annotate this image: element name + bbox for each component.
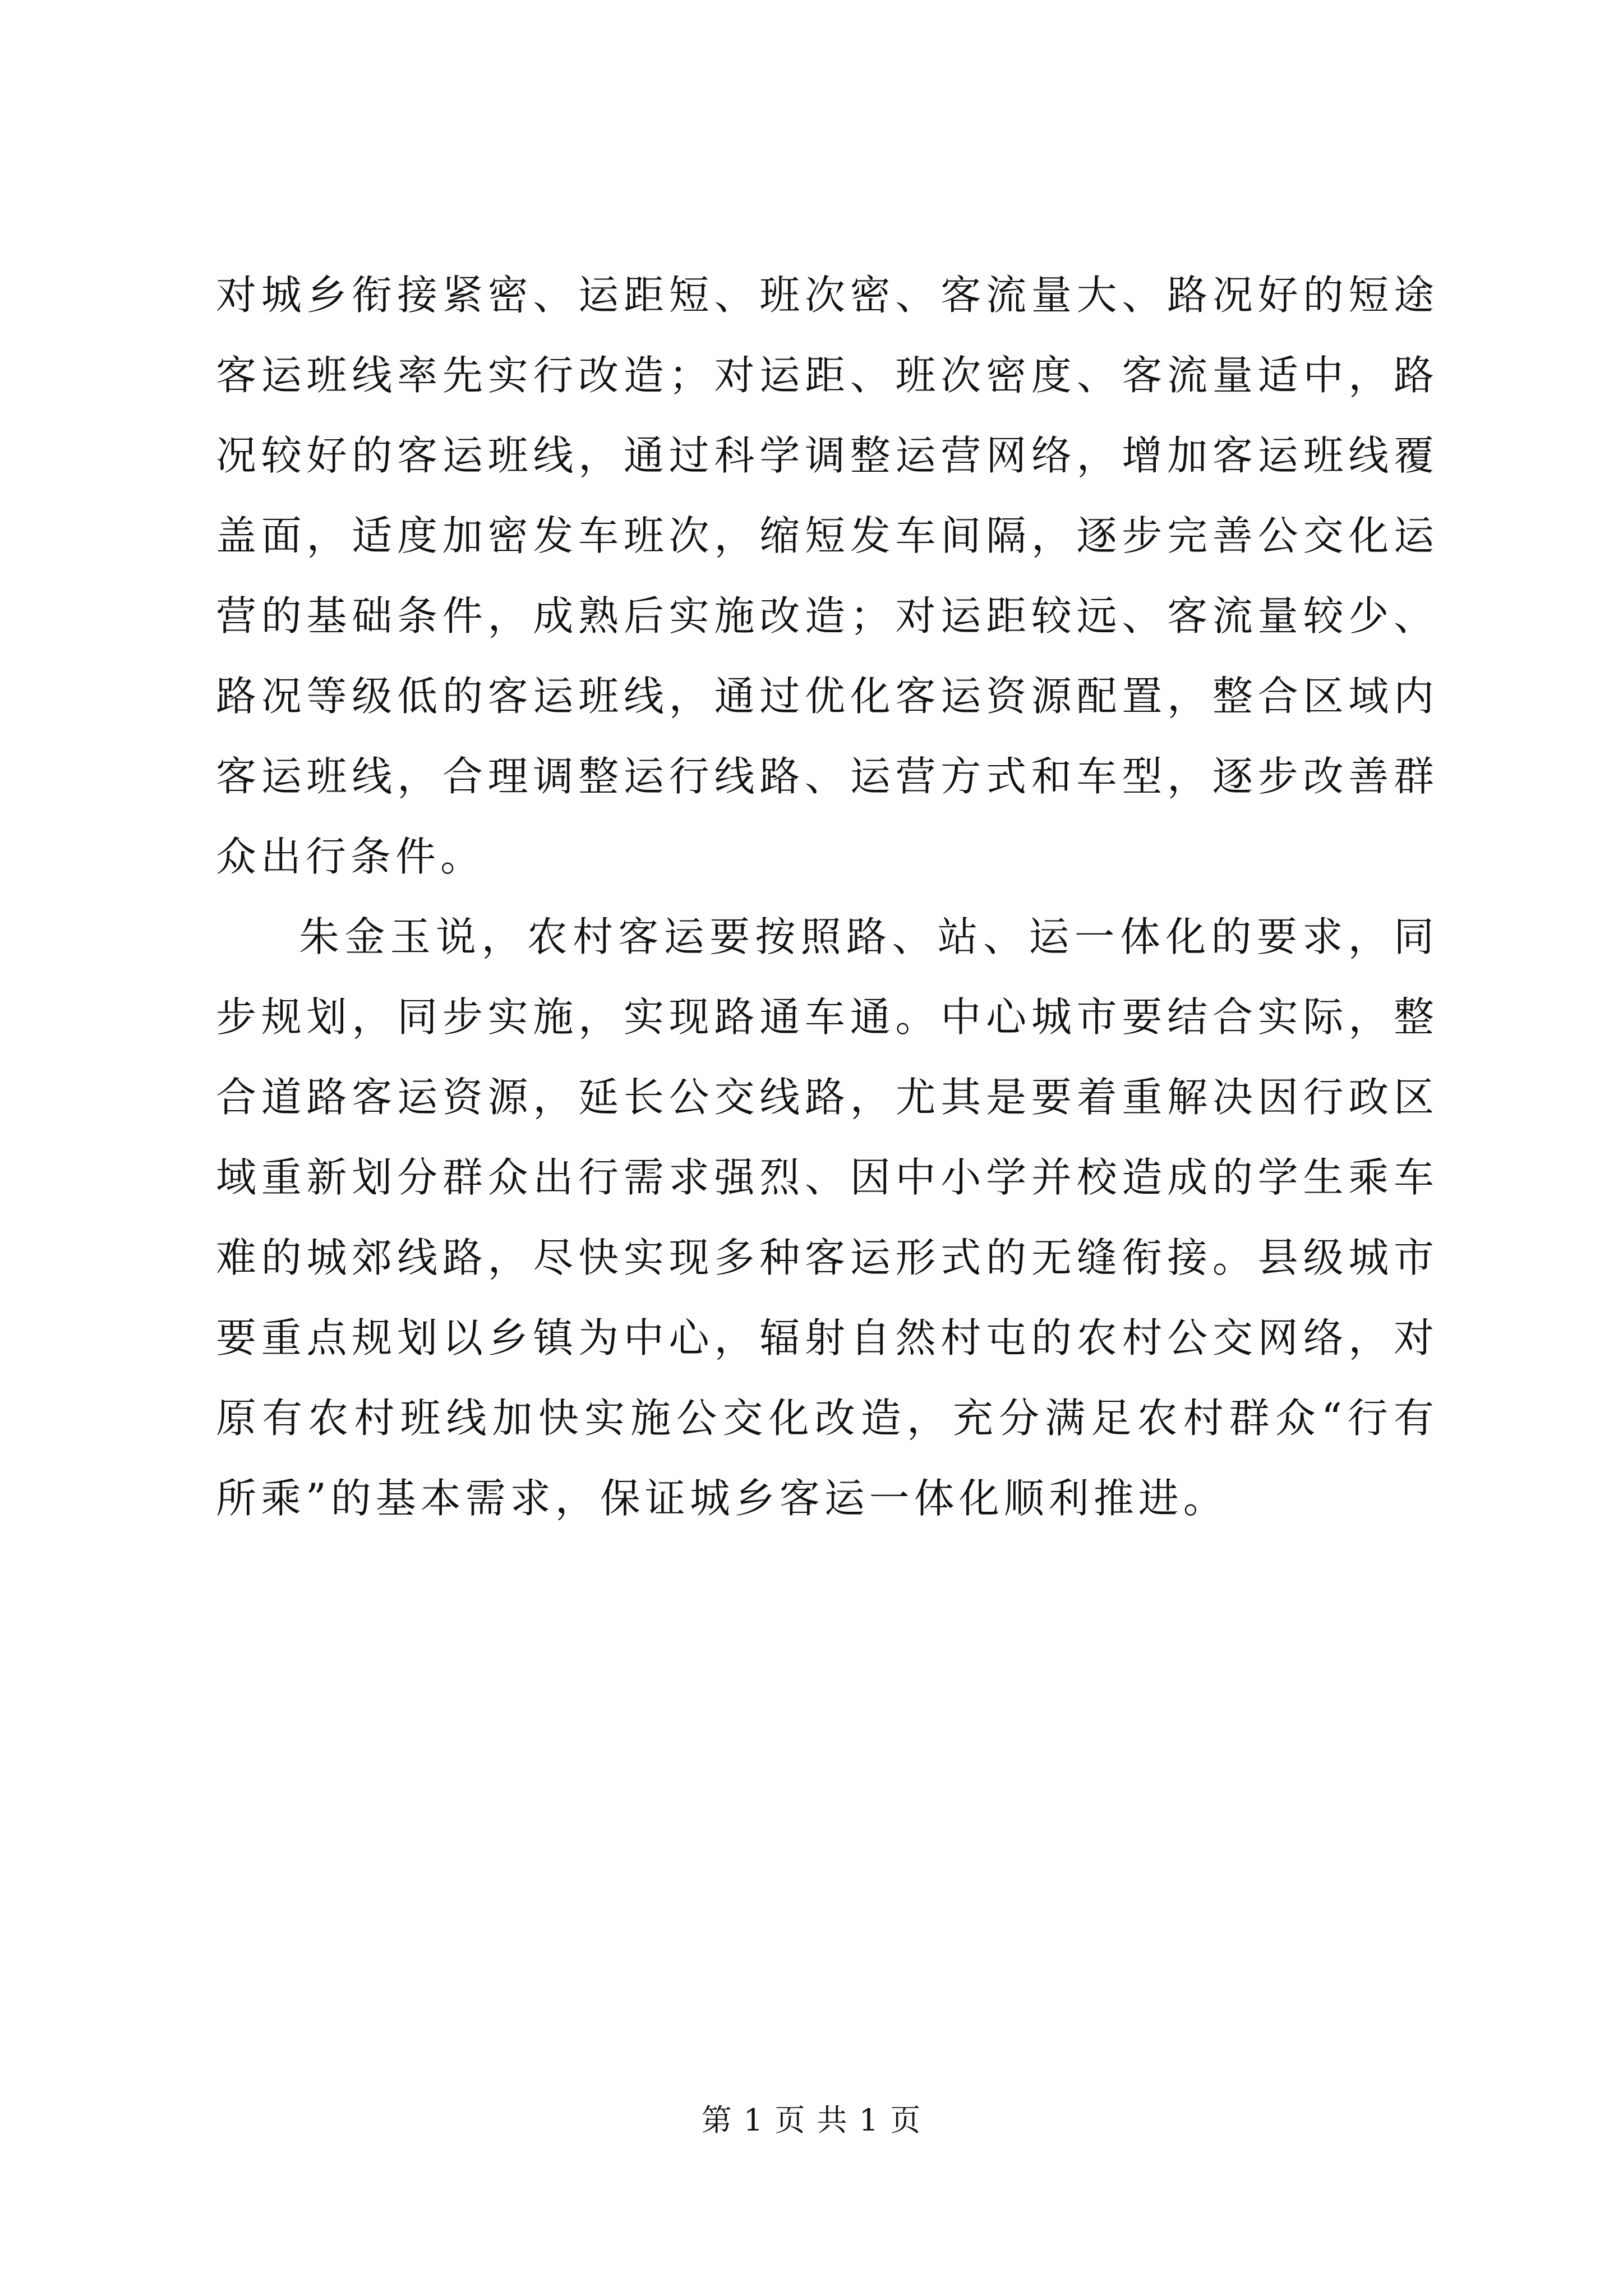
paragraph-2: 朱金玉说，农村客运要按照路、站、运一体化的要求，同步规划，同步实施，实现路通车通。中心城市要结合实际，整合道路客运资源，延长公交线路，尤其是要着重解决因行政区域重新划分群众出行需求强烈、因中小学并校造成的学生乘车难的城郊线路，尽快实现多种客运形式的无缝衔接。县级城市要重点规划以乡镇为中心，辐射自然村屯的农村公交网络，对原有农村班线加快实施公交化改造，充分满足农村群众“行有所乘”的基本需求，保证城乡客运一体化顺利推进。 — [216, 913, 1438, 1522]
page-footer: 第 1 页 共 1 页 — [701, 2102, 922, 2138]
paragraph-1: 对城乡衔接紧密、运距短、班次密、客流量大、路况好的短途客运班线率先实行改造；对运距、班次密度、客流量适中，路况较好的客运班线，通过科学调整运营网络，增加客运班线覆盖面，适度加密发车班次，缩短发车间隔，逐步完善公交化运营的基础条件，成熟后实施改造；对运距较远、客流量较少、路况等级低的客运班线，通过优化客运资源配置，整合区域内客运班线，合理调整运行线路、运营方式和车型，逐步改善群众出行条件。 — [216, 272, 1438, 880]
document-body — [216, 255, 1438, 1539]
